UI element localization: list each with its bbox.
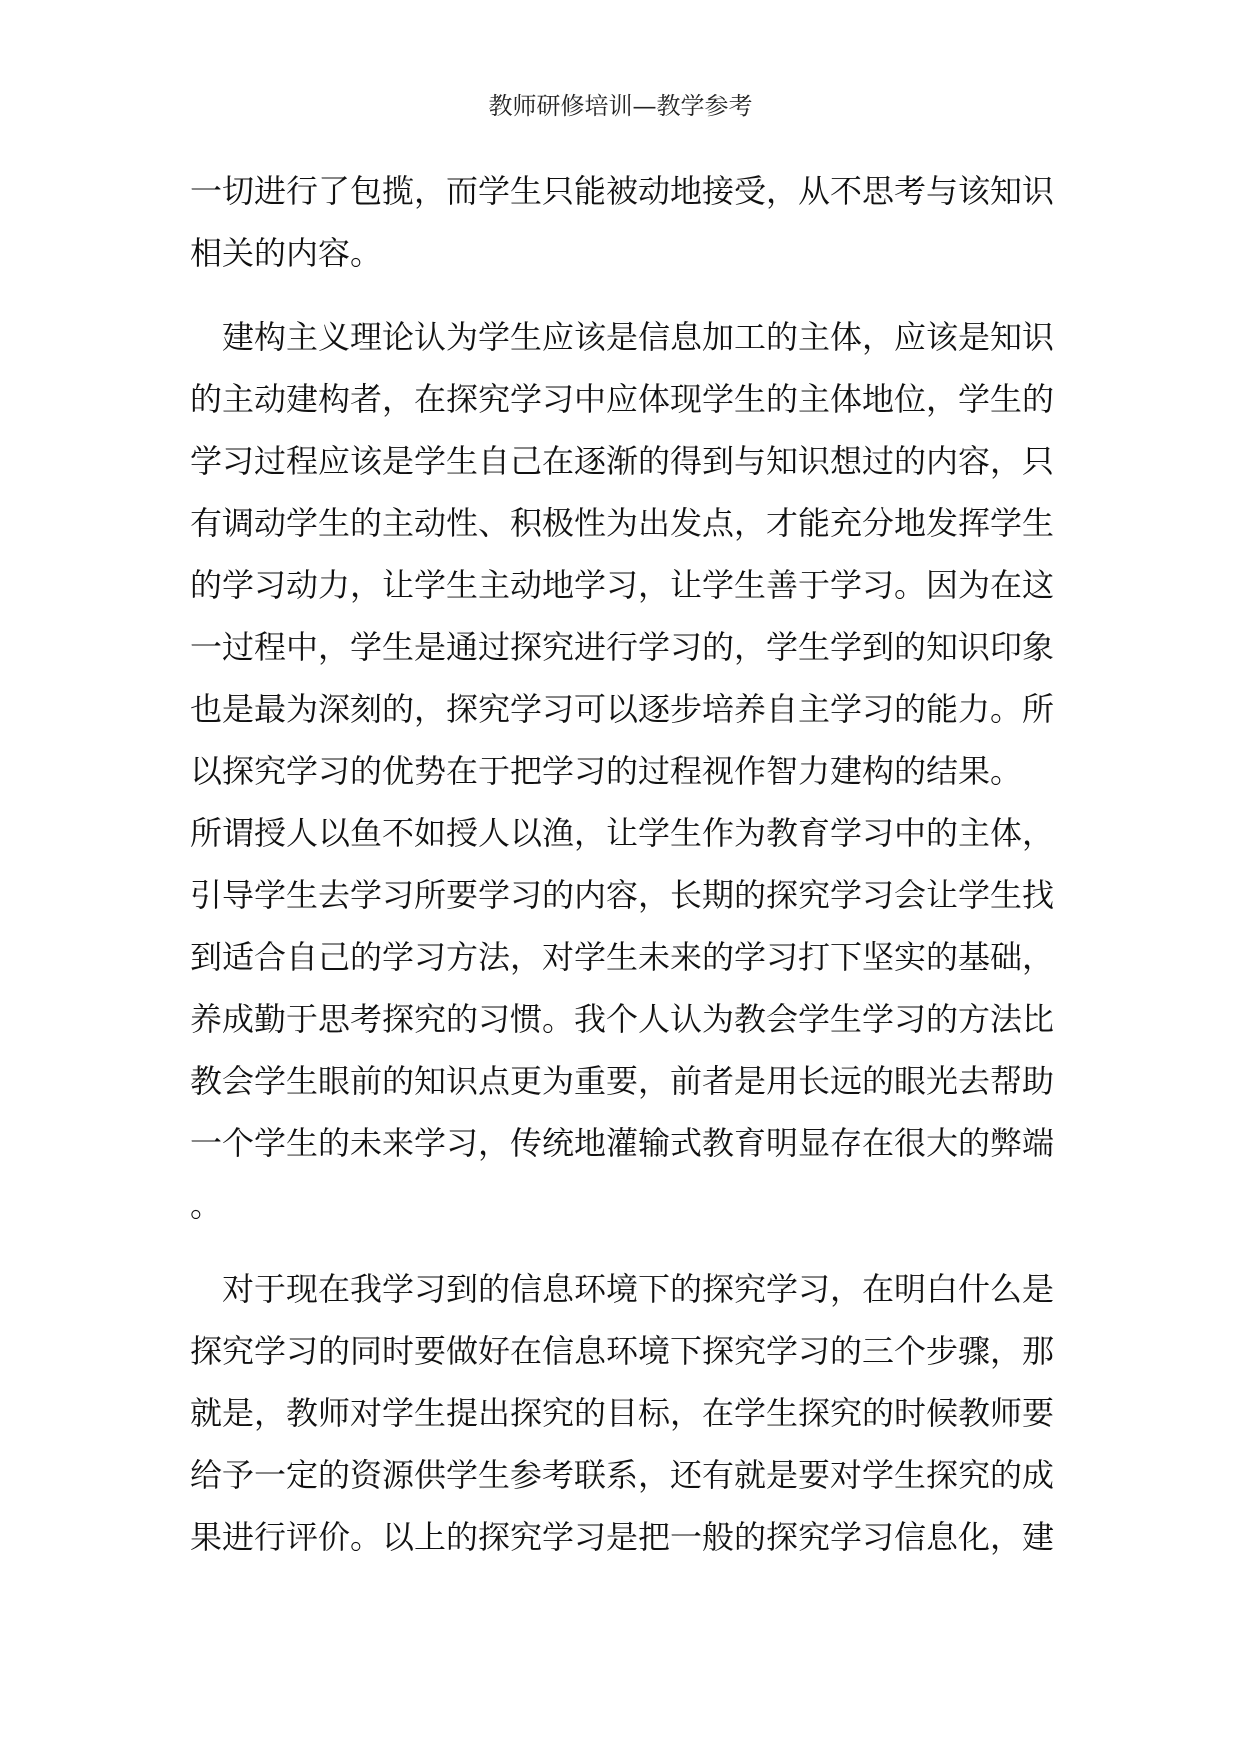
paragraph-3-line-1: 对于现在我学习到的信息环境下的探究学习，在明白什么是 [190, 1270, 1055, 1308]
paragraph-2-line-14: 一个学生的未来学习，传统地灌输式教育明显存在很大的弊端 [190, 1124, 1055, 1162]
paragraph-2-line-3: 学习过程应该是学生自己在逐渐的得到与知识想过的内容，只 [190, 442, 1055, 480]
document-body [190, 160, 1060, 1568]
paragraph-2-line-1: 建构主义理论认为学生应该是信息加工的主体，应该是知识 [190, 318, 1055, 356]
paragraph-gap [190, 284, 1060, 306]
paragraph-3-line-2: 探究学习的同时要做好在信息环境下探究学习的三个步骤，那 [190, 1332, 1055, 1370]
paragraph-2-line-5: 的学习动力，让学生主动地学习，让学生善于学习。因为在这 [190, 566, 1055, 604]
paragraph-2-line-7: 也是最为深刻的，探究学习可以逐步培养自主学习的能力。所 [190, 690, 1055, 728]
paragraph-3-line-4: 给予一定的资源供学生参考联系，还有就是要对学生探究的成 [190, 1456, 1055, 1494]
page-header-title: 教师研修培训—教学参考 [488, 92, 753, 120]
paragraph-3-line-3: 就是，教师对学生提出探究的目标，在学生探究的时候教师要 [190, 1394, 1055, 1432]
paragraph-2-line-2: 的主动建构者，在探究学习中应体现学生的主体地位，学生的 [190, 380, 1055, 418]
paragraph-2-line-6: 一过程中，学生是通过探究进行学习的，学生学到的知识印象 [190, 628, 1055, 666]
paragraph-gap [190, 1236, 1060, 1258]
paragraph-2-line-11: 到适合自己的学习方法，对学生未来的学习打下坚实的基础， [190, 938, 1055, 976]
paragraph-2-line-8: 以探究学习的优势在于把学习的过程视作智力建构的结果。 [190, 752, 1023, 790]
paragraph-2-line-4: 有调动学生的主动性、积极性为出发点，才能充分地发挥学生 [190, 504, 1055, 542]
paragraph-1-line-2: 相关的内容。 [190, 234, 383, 272]
paragraph-2-line-9: 所谓授人以鱼不如授人以渔，让学生作为教育学习中的主体， [190, 814, 1055, 852]
paragraph-1-line-1: 一切进行了包揽，而学生只能被动地接受，从不思考与该知识 [190, 172, 1055, 210]
paragraph-2-line-15: 。 [190, 1186, 223, 1224]
paragraph-2-line-12: 养成勤于思考探究的习惯。我个人认为教会学生学习的方法比 [190, 1000, 1055, 1038]
paragraph-3-line-5: 果进行评价。以上的探究学习是把一般的探究学习信息化，建 [190, 1518, 1055, 1556]
paragraph-2-line-10: 引导学生去学习所要学习的内容，长期的探究学习会让学生找 [190, 876, 1055, 914]
paragraph-2-line-13: 教会学生眼前的知识点更为重要，前者是用长远的眼光去帮助 [190, 1062, 1055, 1100]
